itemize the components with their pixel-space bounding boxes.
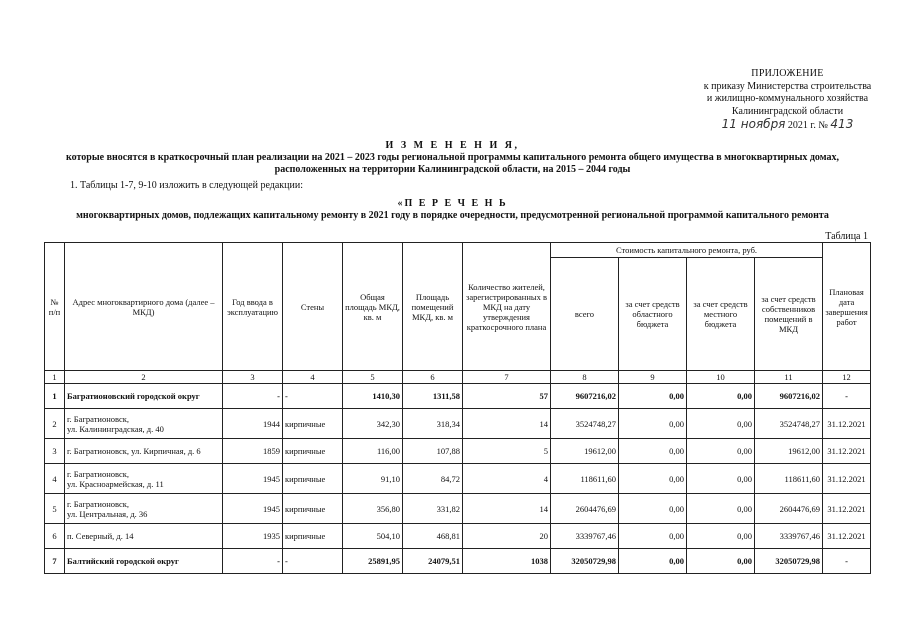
doc-title: И З М Е Н Е Н И Я,	[385, 140, 520, 151]
cell-own: 9607216,02	[755, 384, 823, 409]
cell-cost: 3339767,46	[551, 524, 619, 549]
header-cost-total: всего	[551, 258, 619, 371]
cell-residents: 14	[463, 409, 551, 439]
cell-residents: 5	[463, 439, 551, 464]
cell-address: г. Багратионовск, ул. Калининградская, д. 40	[65, 409, 223, 439]
cell-address: Багратионовский городской округ	[65, 384, 223, 409]
cell-own: 2604476,69	[755, 494, 823, 524]
header-walls: Стены	[283, 243, 343, 371]
cell-address: п. Северный, д. 14	[65, 524, 223, 549]
annex-title: ПРИЛОЖЕНИЕ	[751, 68, 824, 79]
header-num: № п/п	[45, 243, 65, 371]
cell-n: 3	[45, 439, 65, 464]
column-number: 5	[343, 371, 403, 384]
cell-date: -	[823, 384, 871, 409]
header-total-area: Общая площадь МКД, кв. м	[343, 243, 403, 371]
column-number: 6	[403, 371, 463, 384]
doc-subtitle-1: которые вносятся в краткосрочный план реализации на 2021 – 2023 годы региональной программы капитального ремонта общего имущества в многоквартирных домах,	[66, 152, 839, 163]
cell-rooms: 331,82	[403, 494, 463, 524]
cell-reg: 0,00	[619, 524, 687, 549]
column-number: 8	[551, 371, 619, 384]
houses-table	[44, 242, 871, 574]
table-row	[45, 549, 871, 574]
annex-line-3: Калининградской области	[731, 105, 844, 117]
header-address: Адрес многоквартирного дома (далее – МКД)	[65, 243, 223, 371]
cell-rooms: 107,88	[403, 439, 463, 464]
cell-date: 31.12.2021	[823, 409, 871, 439]
cell-year: 1935	[223, 524, 283, 549]
cell-reg: 0,00	[619, 409, 687, 439]
header-deadline: Плановая дата завершения работ	[823, 243, 871, 371]
cell-cost: 118611,60	[551, 464, 619, 494]
table-row	[45, 464, 871, 494]
cell-n: 2	[45, 409, 65, 439]
cell-reg: 0,00	[619, 549, 687, 574]
column-number: 7	[463, 371, 551, 384]
header-cost-owners: за счет средств собственников помещений в МКД	[755, 258, 823, 371]
cell-date: 31.12.2021	[823, 464, 871, 494]
cell-loc: 0,00	[687, 409, 755, 439]
cell-reg: 0,00	[619, 464, 687, 494]
header-cost-local: за счет средств местного бюджета	[687, 258, 755, 371]
cell-n: 4	[45, 464, 65, 494]
annex-year: 2021 г. №	[787, 120, 828, 131]
cell-walls: кирпичные	[283, 524, 343, 549]
cell-own: 19612,00	[755, 439, 823, 464]
annex-block	[690, 68, 885, 133]
cell-own: 3524748,27	[755, 409, 823, 439]
column-number: 10	[687, 371, 755, 384]
cell-total: 116,00	[343, 439, 403, 464]
cell-reg: 0,00	[619, 384, 687, 409]
cell-walls: кирпичные	[283, 409, 343, 439]
column-numbers-row	[45, 371, 871, 384]
handwritten-number: 413	[830, 117, 854, 131]
cell-residents: 20	[463, 524, 551, 549]
cell-loc: 0,00	[687, 464, 755, 494]
cell-walls: кирпичные	[283, 494, 343, 524]
header-cost-group: Стоимость капитального ремонта, руб.	[551, 243, 823, 258]
cell-total: 1410,30	[343, 384, 403, 409]
cell-residents: 14	[463, 494, 551, 524]
table-row	[45, 439, 871, 464]
column-number: 3	[223, 371, 283, 384]
cell-cost: 19612,00	[551, 439, 619, 464]
cell-loc: 0,00	[687, 439, 755, 464]
cell-year: 1945	[223, 494, 283, 524]
table-number: Таблица 1	[825, 231, 868, 242]
handwritten-date: 11 ноября	[721, 117, 786, 131]
cell-total: 25891,95	[343, 549, 403, 574]
cell-address: г. Багратионовск, ул. Кирпичная, д. 6	[65, 439, 223, 464]
cell-date: -	[823, 549, 871, 574]
column-number: 12	[823, 371, 871, 384]
cell-own: 3339767,46	[755, 524, 823, 549]
table-row	[45, 494, 871, 524]
cell-own: 32050729,98	[755, 549, 823, 574]
cell-n: 5	[45, 494, 65, 524]
header-room-area: Площадь помещений МКД, кв. м	[403, 243, 463, 371]
cell-total: 504,10	[343, 524, 403, 549]
cell-cost: 2604476,69	[551, 494, 619, 524]
cell-date: 31.12.2021	[823, 439, 871, 464]
cell-residents: 4	[463, 464, 551, 494]
cell-residents: 1038	[463, 549, 551, 574]
cell-reg: 0,00	[619, 494, 687, 524]
cell-cost: 32050729,98	[551, 549, 619, 574]
cell-rooms: 84,72	[403, 464, 463, 494]
table-row	[45, 409, 871, 439]
cell-address: Балтийский городской округ	[65, 549, 223, 574]
cell-walls: кирпичные	[283, 464, 343, 494]
column-number: 4	[283, 371, 343, 384]
cell-address: г. Багратионовск, ул. Центральная, д. 36	[65, 494, 223, 524]
cell-total: 91,10	[343, 464, 403, 494]
cell-walls: -	[283, 549, 343, 574]
cell-year: 1944	[223, 409, 283, 439]
cell-rooms: 318,34	[403, 409, 463, 439]
annex-date-line	[690, 118, 885, 133]
cell-loc: 0,00	[687, 384, 755, 409]
column-number: 1	[45, 371, 65, 384]
cell-walls: кирпичные	[283, 439, 343, 464]
table-body	[45, 384, 871, 574]
cell-rooms: 1311,58	[403, 384, 463, 409]
cell-cost: 9607216,02	[551, 384, 619, 409]
cell-residents: 57	[463, 384, 551, 409]
cell-year: 1945	[223, 464, 283, 494]
column-number: 2	[65, 371, 223, 384]
table-row	[45, 384, 871, 409]
cell-walls: -	[283, 384, 343, 409]
cell-n: 1	[45, 384, 65, 409]
cell-year: -	[223, 549, 283, 574]
header-cost-regional: за счет средств областного бюджета	[619, 258, 687, 371]
cell-loc: 0,00	[687, 524, 755, 549]
table-row	[45, 524, 871, 549]
cell-date: 31.12.2021	[823, 524, 871, 549]
cell-n: 6	[45, 524, 65, 549]
cell-loc: 0,00	[687, 494, 755, 524]
cell-year: 1859	[223, 439, 283, 464]
column-number: 9	[619, 371, 687, 384]
cell-rooms: 24079,51	[403, 549, 463, 574]
cell-loc: 0,00	[687, 549, 755, 574]
list-title: «П Е Р Е Ч Е Н Ь	[397, 198, 508, 209]
cell-own: 118611,60	[755, 464, 823, 494]
cell-reg: 0,00	[619, 439, 687, 464]
doc-subtitle-2: расположенных на территории Калининградской области, на 2015 – 2044 годы	[274, 164, 631, 175]
column-number: 11	[755, 371, 823, 384]
annex-line-1: к приказу Министерства строительства	[703, 80, 872, 92]
doc-intro: 1. Таблицы 1-7, 9-10 изложить в следующей редакции:	[70, 180, 303, 191]
cell-rooms: 468,81	[403, 524, 463, 549]
cell-total: 342,30	[343, 409, 403, 439]
cell-total: 356,80	[343, 494, 403, 524]
cell-year: -	[223, 384, 283, 409]
cell-n: 7	[45, 549, 65, 574]
annex-line-2: и жилищно-коммунального хозяйства	[706, 93, 869, 104]
header-year: Год ввода в эксплуатацию	[223, 243, 283, 371]
cell-date: 31.12.2021	[823, 494, 871, 524]
list-subtitle: многоквартирных домов, подлежащих капитальному ремонту в 2021 году в порядке очередности, предусмотренной региональной программой капитального ремонта	[76, 210, 829, 221]
header-residents: Количество жителей, зарегистрированных в МКД на дату утверждения краткосрочного плана	[463, 243, 551, 371]
cell-address: г. Багратионовск, ул. Красноармейская, д. 11	[65, 464, 223, 494]
cell-cost: 3524748,27	[551, 409, 619, 439]
